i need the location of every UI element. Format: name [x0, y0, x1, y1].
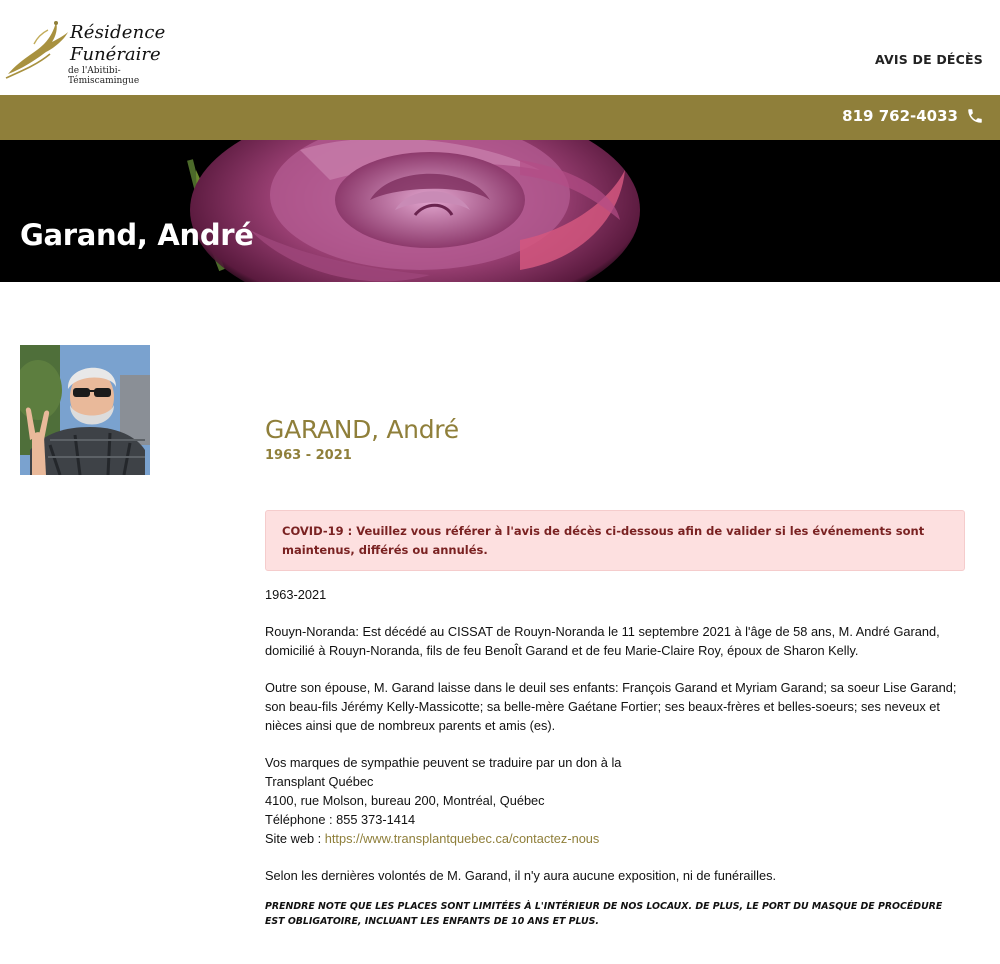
banner-title: Garand, André	[20, 218, 254, 252]
hero-banner	[0, 140, 1000, 282]
obituary-years-plain: 1963-2021	[265, 587, 327, 602]
nav-avis-de-deces[interactable]: AVIS DE DÉCÈS	[874, 52, 983, 67]
covid-note: PRENDRE NOTE QUE LES PLACES SONT LIMITÉES À L'INTÉRIEUR DE NOS LOCAUX. DE PLUS, LE PORT DU MASQUE DE PROCÉDURE EST OBLIGATOIRE, INCLUANT LES ENFANTS DE 10 ANS ET PLUS.	[265, 901, 943, 927]
phone-link[interactable]	[842, 107, 984, 125]
covid-alert: COVID-19 : Veuillez vous référer à l'avis de décès ci-dessous afin de valider si les événements sont maintenus, différés ou annulés.	[265, 510, 965, 571]
obituary-paragraph-2: Outre son épouse, M. Garand laisse dans le deuil ses enfants: François Garand et Myriam Garand; sa soeur Lise Garand; son beau-fils Jérémy Kelly-Massicotte; sa belle-mère Gaétane Fortier; ses beaux-frères et belles-soeurs; ses neveux et nièces ainsi que de nombreux parents et amis (es).	[265, 680, 957, 733]
donation-site-link[interactable]: https://www.transplantquebec.ca/contactez-nous	[324, 831, 600, 846]
phone-icon	[966, 107, 984, 125]
site-logo[interactable]	[4, 14, 174, 86]
logo-text-funeraire: Funéraire	[70, 44, 161, 65]
contact-bar	[0, 95, 1000, 140]
logo-text-residence: Résidence	[70, 22, 166, 43]
deceased-portrait	[20, 345, 150, 475]
logo-text-region: de l'Abitibi-Témiscamingue	[68, 66, 140, 86]
obituary-wishes: Selon les dernières volontés de M. Garand, il n'y aura aucune exposition, ni de funérailles.	[265, 868, 777, 883]
obituary-name: GARAND, André	[265, 415, 459, 444]
donation-site-label: Site web :	[265, 831, 325, 846]
donation-info	[265, 753, 965, 848]
phone-number: 819 762-4033	[842, 107, 958, 125]
dove-logo-icon	[4, 14, 70, 82]
obituary-years: 1963 - 2021	[265, 448, 352, 463]
donation-intro: Vos marques de sympathie peuvent se traduire par un don à la	[265, 755, 622, 770]
site-header	[0, 0, 1000, 95]
donation-address: 4100, rue Molson, bureau 200, Montréal, Québec	[265, 793, 545, 808]
rose-image	[0, 140, 1000, 282]
donation-org: Transplant Québec	[265, 774, 374, 789]
obituary-paragraph-1: Rouyn-Noranda: Est décédé au CISSAT de Rouyn-Noranda le 11 septembre 2021 à l'âge de 58 ans, M. André Garand, domicilié à Rouyn-Noranda, fils de feu BenoÎt Garand et de feu Marie-Claire Roy, époux de Sharon Kelly.	[265, 624, 940, 658]
obituary-content	[265, 410, 965, 929]
donation-site	[265, 829, 965, 848]
donation-phone: Téléphone : 855 373-1414	[265, 812, 416, 827]
